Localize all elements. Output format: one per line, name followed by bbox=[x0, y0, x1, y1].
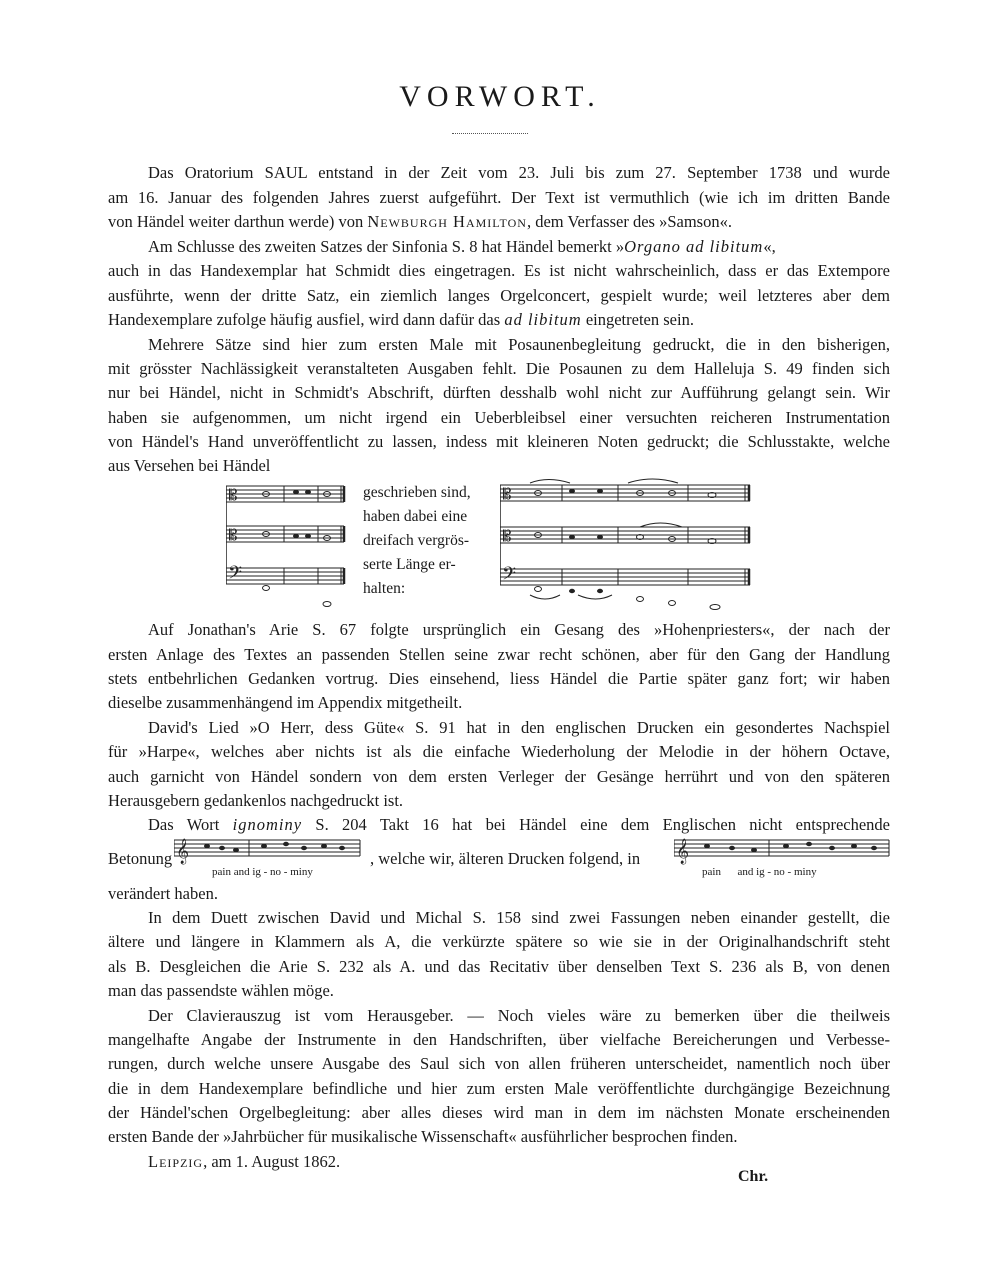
emphasis-text: ad libitum bbox=[504, 310, 582, 329]
paragraph-6-text: S. 204 Takt 16 hat bei Händel eine dem Englischen nicht entsprechende bbox=[315, 815, 891, 834]
paragraph-1-line-3 bbox=[108, 212, 732, 232]
paragraph-2-line-2: auch in das Handexemplar hat Schmidt dies eingetragen. Es ist nicht wahrscheinlich, dass er das Extempore bbox=[108, 261, 890, 280]
paragraph-3-line-2: mit grösster Nachlässigkeit veranstalteten Ausgaben fehlt. Die Posaunen zu dem Halleluja S. 49 finden sich bbox=[108, 359, 890, 378]
music-caption-line-1: geschrieben sind, bbox=[363, 484, 471, 501]
music-example-revised bbox=[500, 475, 760, 615]
svg-text:𝄡: 𝄡 bbox=[503, 485, 512, 503]
svg-text:𝄞: 𝄞 bbox=[676, 839, 690, 864]
staff-lines-bottom bbox=[226, 568, 344, 584]
paragraph-8-line-1: Der Clavierauszug ist vom Herausgeber. — Noch vieles wäre zu bemerken über die theilweis bbox=[148, 1006, 890, 1025]
paragraph-2-line-4 bbox=[108, 310, 694, 330]
paragraph-4-line-2: ersten Anlage des Textes an passenden Stellen seine zwar recht schönen, aber für den Gang der Handlung bbox=[108, 645, 890, 664]
date-text: , am 1. August 1862. bbox=[203, 1152, 341, 1171]
paragraph-4-line-1: Auf Jonathan's Arie S. 67 folgte ursprünglich ein Gesang des »Hohenpriesters«, der nach der bbox=[148, 620, 890, 639]
music-caption-line-2: haben dabei eine bbox=[363, 508, 468, 525]
paragraph-5-line-3: auch garnicht von Händel sondern von dem ersten Verleger der Gesänge herrührt und von den späteren bbox=[108, 767, 890, 786]
emphasis-text: Organo ad libitum bbox=[624, 237, 764, 256]
lyrics-original: pain and ig - no - miny bbox=[212, 866, 313, 878]
paragraph-3-line-4: haben sie aufgenommen, um nicht irgend ein Ueberbleibsel einer versuchten reicheren Instrumentation bbox=[108, 408, 890, 427]
music-example-original bbox=[226, 482, 351, 612]
paragraph-8-line-4: die in dem Handexemplare befindliche und hier zum ersten Male veröffentlichte durchgängige Bezeichnung bbox=[108, 1079, 890, 1098]
music-caption-line-4: serte Länge er- bbox=[363, 556, 456, 573]
svg-text:𝄡: 𝄡 bbox=[229, 486, 238, 504]
svg-text:𝄡: 𝄡 bbox=[503, 527, 512, 545]
place-name: Leipzig bbox=[148, 1152, 204, 1171]
paragraph-7-line-4: man das passendste wählen möge. bbox=[108, 981, 334, 1000]
music-example-ignominy-original bbox=[174, 832, 364, 868]
svg-text:𝄡: 𝄡 bbox=[229, 526, 238, 544]
paragraph-2-line-1 bbox=[148, 237, 776, 257]
svg-text:𝄞: 𝄞 bbox=[176, 839, 190, 864]
paragraph-6-last-line: verändert haben. bbox=[108, 884, 218, 903]
paragraph-8-line-3: rungen, durch welche unsere Ausgabe des Saul sich von allen früheren unterscheidet, namentlich noch über bbox=[108, 1054, 890, 1073]
paragraph-3-line-6: aus Versehen bei Händel bbox=[108, 456, 271, 475]
emphasis-text: ignominy bbox=[232, 815, 303, 834]
paragraph-3-line-5: von Händel's Hand unveröffentlicht zu lassen, indess mit kleineren Noten gedruckt; die Schlusstakte, welche bbox=[108, 432, 890, 451]
paragraph-2-text: «, bbox=[763, 237, 776, 256]
paragraph-4-line-3: stets entbehrlichen Gedanken vortrug. Dies einsehend, liess Händel die Partie später ganz fort; wir haben bbox=[108, 669, 890, 688]
staff-lines-top bbox=[226, 486, 344, 502]
paragraph-1-text: , dem Verfasser des »Samson«. bbox=[526, 212, 732, 231]
paragraph-5-line-4: Herausgebern gedankenlos nachgedruckt ist. bbox=[108, 791, 404, 810]
page-title: VORWORT. bbox=[399, 80, 601, 113]
music-caption-line-3: dreifach vergrös- bbox=[363, 532, 470, 549]
paragraph-6-text: Das Wort bbox=[148, 815, 220, 834]
paragraph-6-mid-text: , welche wir, älteren Drucken folgend, in bbox=[370, 849, 641, 868]
paragraph-3-line-3: nur bei Händel, nicht in Schmidt's Abschrift, dürften desshalb wohl nicht zur Aufführung gelangt sein. Wir bbox=[108, 383, 890, 402]
paragraph-7-line-2: ältere und längere in Klammern als A, die verkürzte spätere so wie sie in der Originalhandschrift steht bbox=[108, 932, 890, 951]
paragraph-6-betonung: Betonung bbox=[108, 849, 173, 868]
signature: Chr. bbox=[738, 1168, 769, 1185]
music-caption-line-5: halten: bbox=[363, 580, 406, 597]
lyrics-revised: pain and ig - no - miny bbox=[702, 866, 817, 878]
paragraph-2-text: Handexemplare zufolge häufig ausfiel, wird dann dafür das bbox=[108, 310, 501, 329]
title-divider bbox=[452, 133, 528, 134]
staff-lines-mid bbox=[226, 526, 344, 542]
paragraph-3-line-1: Mehrere Sätze sind hier zum ersten Male mit Posaunenbegleitung gedruckt, die in den bisherigen, bbox=[148, 335, 890, 354]
paragraph-7-line-1: In dem Duett zwischen David und Michal S. 158 sind zwei Fassungen neben einander gestellt, die bbox=[148, 908, 890, 927]
paragraph-4-line-4: dieselbe zusammenhängend im Appendix mitgetheilt. bbox=[108, 693, 463, 712]
svg-text:𝄢: 𝄢 bbox=[502, 564, 517, 589]
paragraph-1-text: von Händel weiter darthun werde) von bbox=[108, 212, 364, 231]
svg-text:𝄢: 𝄢 bbox=[228, 563, 243, 588]
author-name: Newburgh Hamilton bbox=[367, 212, 527, 231]
paragraph-2-text: Am Schlusse des zweiten Satzes der Sinfonia S. 8 hat Händel bemerkt » bbox=[148, 237, 625, 256]
paragraph-1-text: Das Oratorium SAUL entstand in der Zeit vom 23. Juli bis zum 27. September 1738 und wurde bbox=[148, 163, 890, 182]
paragraph-2-text: eingetreten sein. bbox=[585, 310, 694, 329]
dateline bbox=[148, 1152, 340, 1172]
paragraph-7-line-3: als B. Desgleichen die Arie S. 232 als A. und das Recitativ über denselben Text S. 236 als B, von denen bbox=[108, 957, 890, 976]
paragraph-8-line-6: ersten Bande der »Jahrbücher für musikalische Wissenschaft« ausführlicher besprochen finden. bbox=[108, 1127, 738, 1146]
paragraph-1-line-2: am 16. Januar des folgenden Jahres zuerst aufgeführt. Der Text ist vermuthlich (wie ich im dritten Bande bbox=[108, 188, 890, 207]
paragraph-2-line-3: ausführte, wenn der dritte Satz, ein ziemlich langes Orgelconcert, gespielt wurde; weil letzteres aber dem bbox=[108, 286, 890, 305]
paragraph-5-line-1: David's Lied »O Herr, dess Güte« S. 91 hat in den englischen Drucken ein gesondertes Nachspiel bbox=[148, 718, 890, 737]
music-example-ignominy-revised bbox=[674, 832, 894, 868]
paragraph-5-line-2: für »Harpe«, welches aber nichts ist als die einfache Wiederholung der Melodie in der höhern Octave, bbox=[108, 742, 890, 761]
paragraph-1-line-1 bbox=[148, 163, 890, 183]
paragraph-8-line-5: der Händel'schen Orgelbegleitung: aber alles dieses wird man in dem im nächsten Monate erscheinenden bbox=[108, 1103, 890, 1122]
paragraph-8-line-2: mangelhafte Angabe der Instrumente in den Handschriften, über vielfache Bereicherungen und Verbesse- bbox=[108, 1030, 890, 1049]
